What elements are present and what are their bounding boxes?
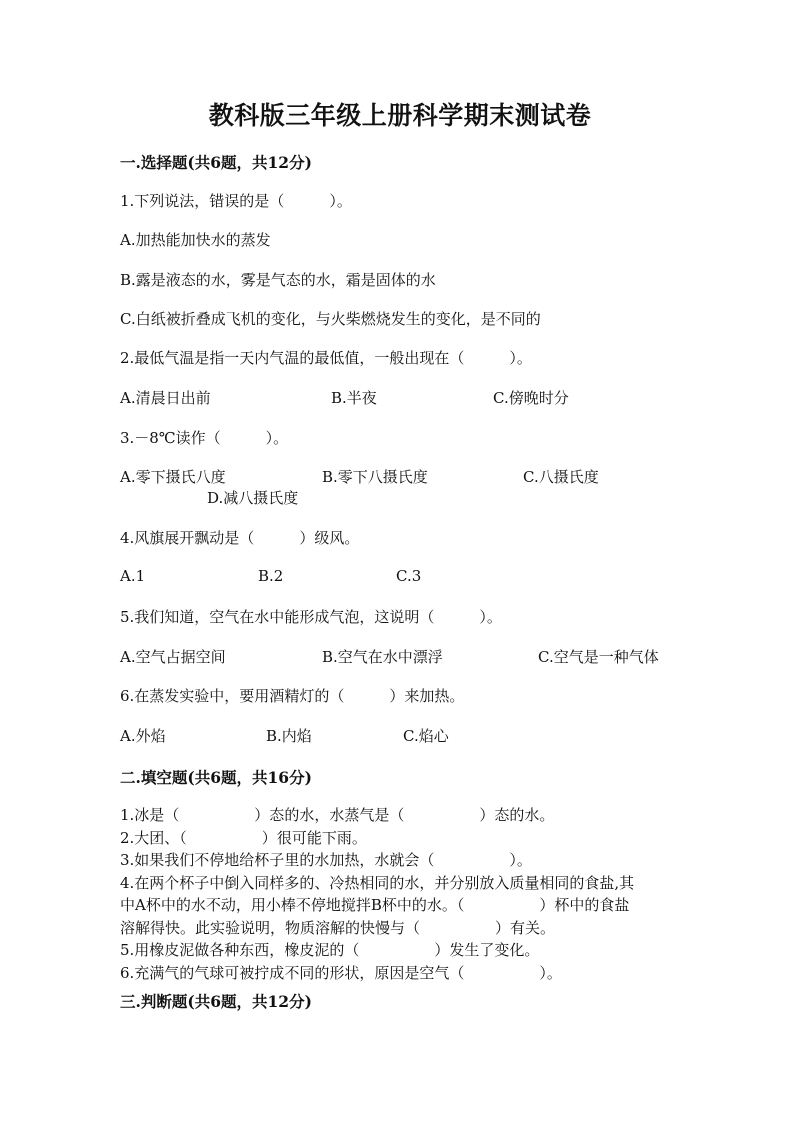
- fill-blank-line: 4.在两个杯子中倒入同样多的、冷热相同的水，并分别放入质量相同的食盐,其: [120, 873, 635, 892]
- question-option: A.清晨日出前: [120, 389, 211, 407]
- question-option: B.露是液态的水，雾是气态的水，霜是固体的水: [120, 271, 436, 289]
- question-option: B.空气在水中漂浮: [322, 648, 443, 666]
- question-option: C.空气是一种气体: [538, 648, 659, 666]
- question-stem: 2.最低气温是指一天内气温的最低值，一般出现在（ ）。: [120, 349, 532, 367]
- question-option: A.外焰: [120, 727, 166, 745]
- question-option: A.零下摄氏八度: [120, 468, 226, 486]
- question-stem: 5.我们知道，空气在水中能形成气泡，这说明（ ）。: [120, 608, 502, 626]
- question-option: A.加热能加快水的蒸发: [120, 231, 271, 249]
- question-option: C.八摄氏度: [523, 468, 599, 486]
- question-option: C.傍晚时分: [493, 389, 569, 407]
- question-option: C.焰心: [403, 727, 449, 745]
- question-option: C.3: [396, 567, 422, 585]
- question-option: C.白纸被折叠成飞机的变化，与火柴燃烧发生的变化，是不同的: [120, 310, 541, 328]
- fill-blank-line: 2.大团、（ ）很可能下雨。: [120, 828, 367, 847]
- fill-blank-list: [120, 804, 685, 984]
- question-stem: 4.风旗展开飘动是（ ）级风。: [120, 529, 360, 547]
- page-title: 教科版三年级上册科学期末测试卷: [208, 101, 592, 130]
- fill-blank-line: 6.充满气的气球可被拧成不同的形状，原因是空气（ ）。: [120, 963, 562, 982]
- question-option: A.1: [120, 567, 146, 585]
- question-stem: 6.在蒸发实验中，要用酒精灯的（ ）来加热。: [120, 687, 465, 705]
- question-option: B.内焰: [266, 727, 312, 745]
- question-option: B.半夜: [331, 389, 377, 407]
- fill-blank-line: 中A杯中的水不动，用小棒不停地搅拌B杯中的水。（ ）杯中的食盐: [120, 896, 630, 914]
- fill-blank-line: 3.如果我们不停地给杯子里的水加热，水就会（ ）。: [120, 851, 532, 869]
- question-option: B.2: [258, 567, 284, 585]
- section-heading-choice: 一.选择题(共6题，共12分): [120, 153, 312, 172]
- fill-blank-line: 5.用橡皮泥做各种东西，橡皮泥的（ ）发生了变化。: [120, 941, 540, 959]
- question-option: A.空气占据空间: [120, 648, 226, 666]
- section-heading-fill: 二.填空题(共6题，共16分): [120, 768, 312, 787]
- fill-blank-line: 1.冰是（ ）态的水，水蒸气是（ ）态的水。: [120, 806, 555, 824]
- question-option: D.减八摄氏度: [207, 489, 299, 507]
- section-heading-judge: 三.判断题(共6题，共12分): [120, 992, 312, 1011]
- fill-blank-line: 溶解得快。此实验说明，物质溶解的快慢与（ ）有关。: [120, 918, 556, 937]
- question-stem: 3.－8℃读作（ ）。: [120, 429, 289, 447]
- question-stem: 1.下列说法，错误的是（ ）。: [120, 192, 352, 210]
- question-option: B.零下八摄氏度: [322, 468, 428, 486]
